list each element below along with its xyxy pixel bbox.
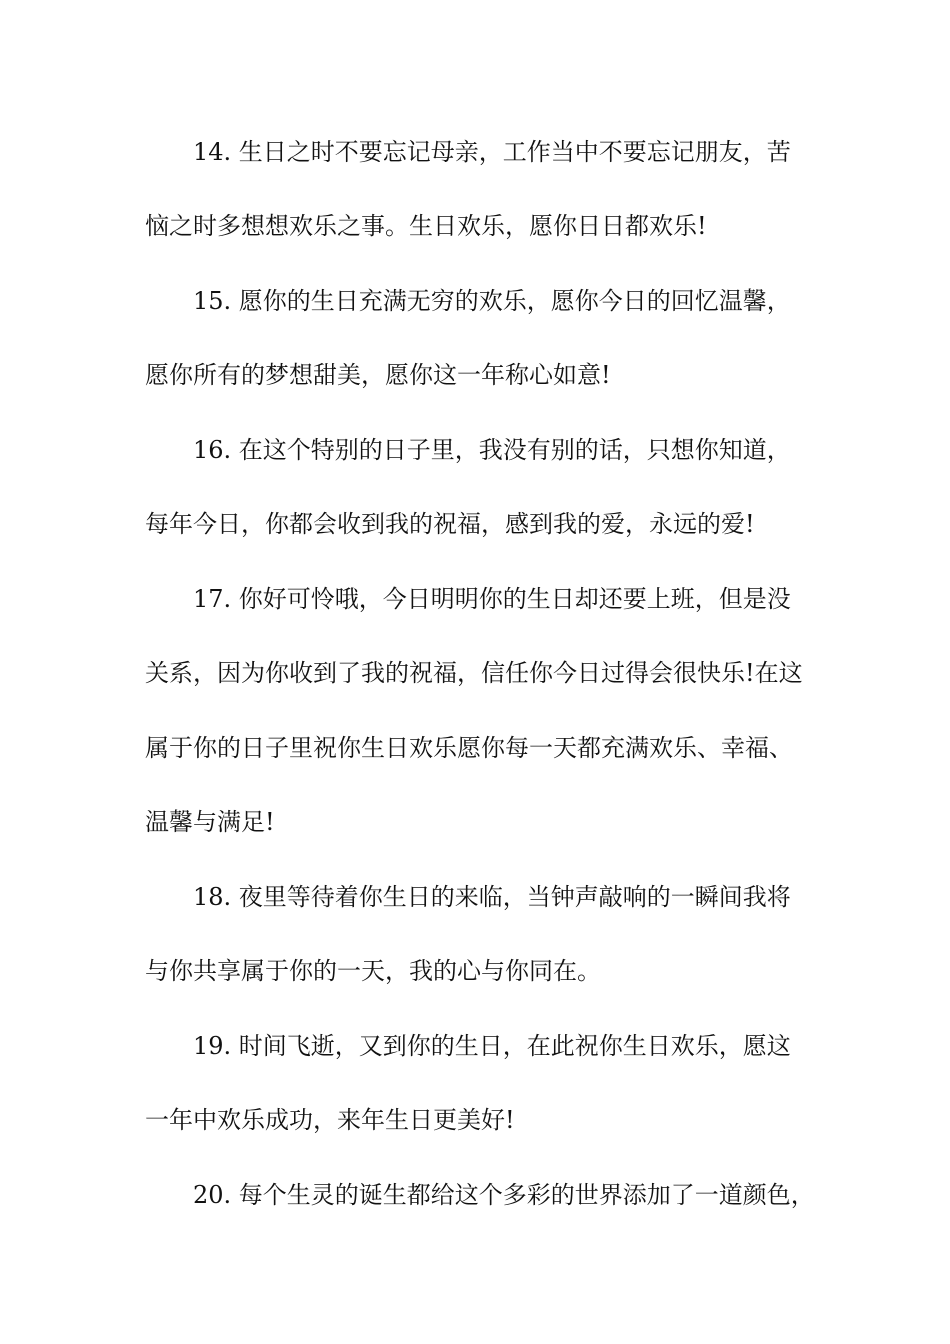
paragraph-15-line-2: 愿你所有的梦想甜美，愿你这一年称心如意! xyxy=(145,361,611,389)
paragraph-18-line-2: 与你共享属于你的一天，我的心与你同在。 xyxy=(145,957,601,985)
paragraph-14-line-1: 14. 生日之时不要忘记母亲，工作当中不要忘记朋友，苦 xyxy=(193,138,791,166)
paragraph-20-line-1: 20. 每个生灵的诞生都给这个多彩的世界添加了一道颜色， xyxy=(193,1181,815,1209)
paragraph-17-line-3: 属于你的日子里祝你生日欢乐愿你每一天都充满欢乐、幸福、 xyxy=(145,734,793,762)
paragraph-16-line-2: 每年今日，你都会收到我的祝福，感到我的爱，永远的爱! xyxy=(145,510,755,538)
paragraph-14-line-2: 恼之时多想想欢乐之事。生日欢乐，愿你日日都欢乐! xyxy=(145,212,707,240)
paragraph-15-line-1: 15. 愿你的生日充满无穷的欢乐，愿你今日的回忆温馨， xyxy=(193,287,791,315)
paragraph-16-line-1: 16. 在这个特别的日子里，我没有别的话，只想你知道， xyxy=(193,436,791,464)
paragraph-18-line-1: 18. 夜里等待着你生日的来临，当钟声敲响的一瞬间我将 xyxy=(193,883,791,911)
paragraph-17-line-4: 温馨与满足! xyxy=(145,808,275,836)
paragraph-19-line-2: 一年中欢乐成功，来年生日更美好! xyxy=(145,1106,515,1134)
paragraph-17-line-2: 关系，因为你收到了我的祝福，信任你今日过得会很快乐!在这 xyxy=(145,659,803,687)
paragraph-17-line-1: 17. 你好可怜哦，今日明明你的生日却还要上班，但是没 xyxy=(193,585,791,613)
paragraph-19-line-1: 19. 时间飞逝，又到你的生日，在此祝你生日欢乐，愿这 xyxy=(193,1032,791,1060)
